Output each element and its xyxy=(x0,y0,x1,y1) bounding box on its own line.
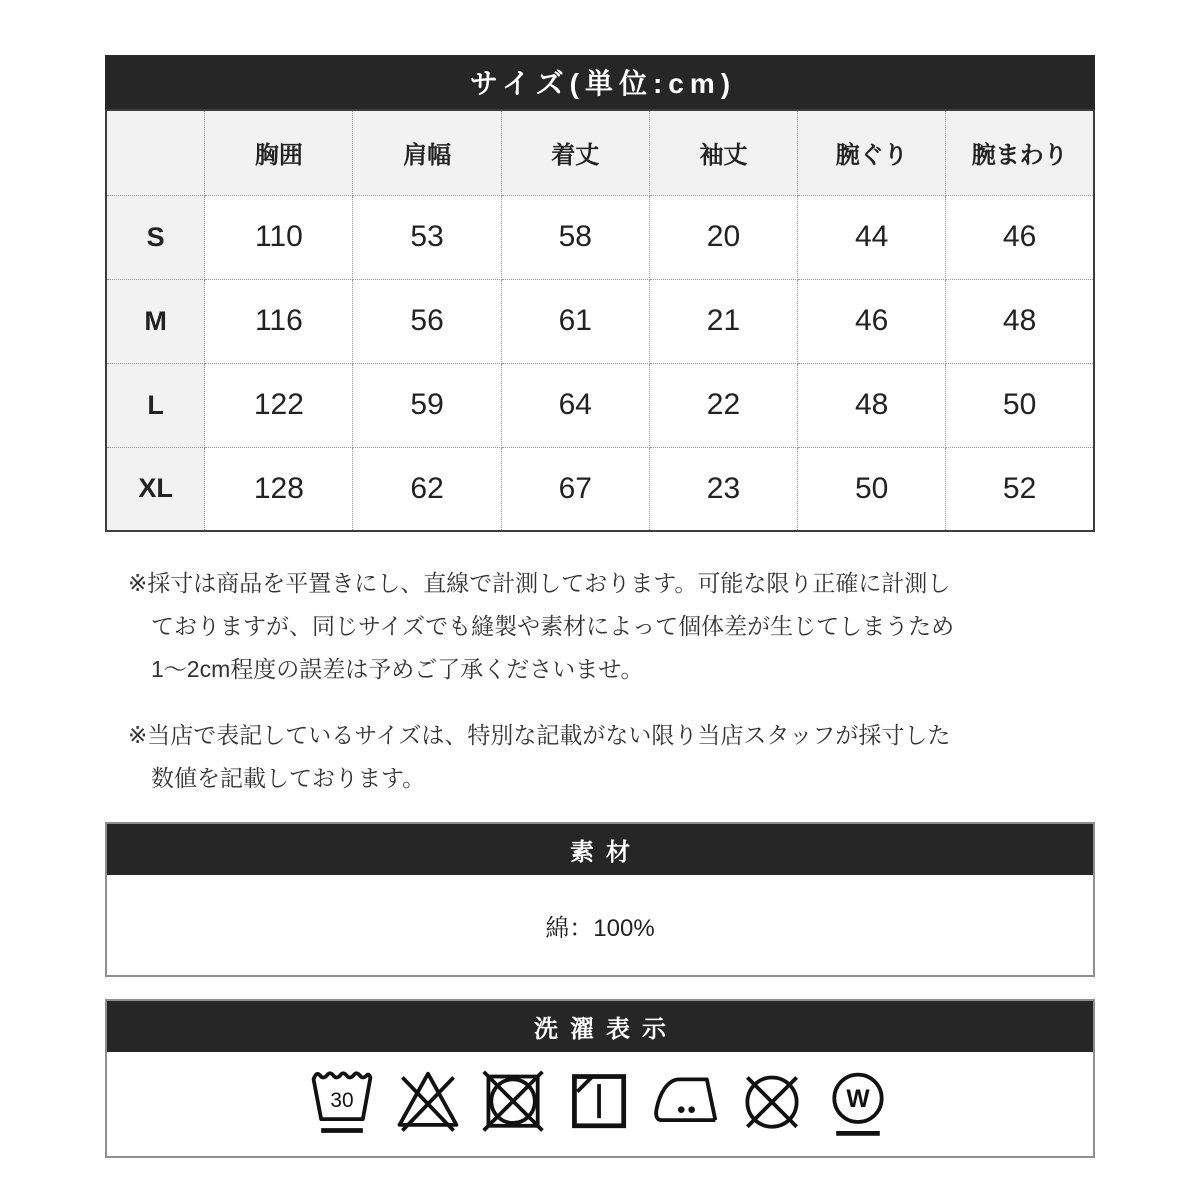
cell: 48 xyxy=(946,279,1094,363)
cell: 59 xyxy=(353,363,501,447)
col-header-sleeve: 袖丈 xyxy=(649,110,797,195)
table-row-m xyxy=(106,279,1094,363)
laundry-icons-row xyxy=(107,1052,1093,1156)
cell: 46 xyxy=(798,279,946,363)
laundry-section xyxy=(105,999,1095,1158)
line-dry-in-shade-icon xyxy=(564,1063,636,1145)
note-line: ておりますが、同じサイズでも縫製や素材によって個体差が生じてしまうため xyxy=(151,613,955,639)
cell: 52 xyxy=(946,447,1094,531)
material-section-title: 素材 xyxy=(107,824,1093,875)
wet-clean-mild-icon xyxy=(822,1063,894,1145)
cell: 46 xyxy=(946,195,1094,279)
size-label: M xyxy=(106,279,205,363)
wash-30-mild-icon xyxy=(306,1063,378,1145)
cell: 53 xyxy=(353,195,501,279)
size-table xyxy=(105,109,1095,532)
col-header-length: 着丈 xyxy=(501,110,649,195)
size-label: S xyxy=(106,195,205,279)
cell: 110 xyxy=(205,195,353,279)
cell: 61 xyxy=(501,279,649,363)
material-body xyxy=(107,875,1093,975)
note-line: ※当店で表記しているサイズは、特別な記載がない限り当店スタッフが採寸した xyxy=(128,722,951,748)
staff-measured-note xyxy=(128,714,1095,800)
wet-clean-letter: W xyxy=(846,1085,870,1113)
material-section xyxy=(105,822,1095,977)
col-header-chest: 胸囲 xyxy=(205,110,353,195)
column-header-row xyxy=(106,110,1094,195)
material-value: 綿：100% xyxy=(545,914,655,942)
iron-medium-icon xyxy=(650,1063,722,1145)
corner-cell xyxy=(106,110,205,195)
cell: 48 xyxy=(798,363,946,447)
size-label: L xyxy=(106,363,205,447)
table-row-l xyxy=(106,363,1094,447)
cell: 44 xyxy=(798,195,946,279)
do-not-dry-clean-icon xyxy=(736,1063,808,1145)
table-row-xl xyxy=(106,447,1094,531)
cell: 122 xyxy=(205,363,353,447)
size-chart-title: サイズ(単位:cm) xyxy=(105,55,1095,109)
cell: 22 xyxy=(649,363,797,447)
col-header-arm-circumference: 腕まわり xyxy=(946,110,1094,195)
measurement-note xyxy=(128,562,1095,691)
note-line: 数値を記載しております。 xyxy=(151,765,426,791)
note-line: ※採寸は商品を平置きにし、直線で計測しております。可能な限り正確に計測し xyxy=(128,570,951,596)
cell: 56 xyxy=(353,279,501,363)
note-line: 1〜2cm程度の誤差は予めご了承くださいませ。 xyxy=(151,656,644,682)
cell: 128 xyxy=(205,447,353,531)
size-label: XL xyxy=(106,447,205,531)
cell: 64 xyxy=(501,363,649,447)
col-header-shoulder: 肩幅 xyxy=(353,110,501,195)
col-header-armhole: 腕ぐり xyxy=(798,110,946,195)
cell: 58 xyxy=(501,195,649,279)
wash-temperature-label: 30 xyxy=(330,1088,354,1112)
cell: 116 xyxy=(205,279,353,363)
laundry-section-title: 洗濯表示 xyxy=(107,1001,1093,1052)
cell: 20 xyxy=(649,195,797,279)
page xyxy=(105,0,1095,1158)
do-not-tumble-dry-icon xyxy=(478,1063,550,1145)
cell: 21 xyxy=(649,279,797,363)
cell: 62 xyxy=(353,447,501,531)
cell: 23 xyxy=(649,447,797,531)
do-not-bleach-icon xyxy=(392,1063,464,1145)
size-chart-block xyxy=(105,55,1095,532)
table-row-s xyxy=(106,195,1094,279)
cell: 50 xyxy=(946,363,1094,447)
cell: 50 xyxy=(798,447,946,531)
cell: 67 xyxy=(501,447,649,531)
